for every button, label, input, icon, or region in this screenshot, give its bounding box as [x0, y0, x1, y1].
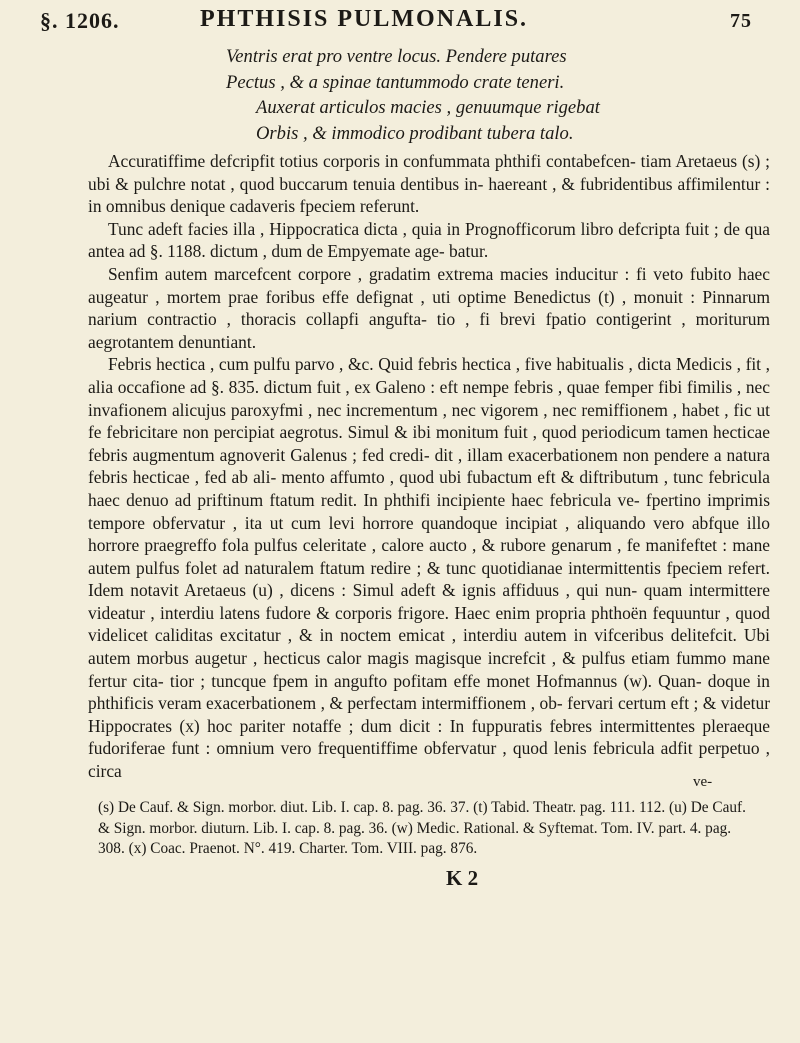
- verse-quotation: [226, 44, 766, 146]
- paragraph: Febris hectica , cum pulfu parvo , &c. Quid febris hectica , five habitualis , dicta Medicis , fit , alia occafione ad §. 835. dictum fuit , ex Galeno : eft nempe febris , quae femper fibi fimilis , nec invafionem alicujus paroxyfmi , nec incrementum , nec vigorem , nec remiffionem , habet , fic ut fe febricitare non percipiat aegrotus. Simul & ibi monitum fuit , quod periodicum tamen hecticae febris augmentum agnoverit Galenus ; fed credi- dit , illam exacerbationem non pendere a natura febris hecticae , fed ab ali- mento affumto , quod ubi fubactum eft & diftributum , tunc febricula haec denuo ad priftinum ftatum redit. In phthifi incipiente haec febricula ve- fpertino imprimis tempore obfervatur , ita ut cum levi horrore quandoque incipiat , aliquando vero abfque illo horrore praegreffo fola pulfus celeritate , calore aucto , & rubore genarum , fe manifeftet : mane autem pulfus folet ad naturalem ftatum redire ; & tunc quotidianae intermittentis fpeciem refert. Idem notavit Aretaeus (u) , dicens : Simul adeft & ignis affiduus , qui nun- quam intermittere videatur , interdiu latens fudore & corporis frigore. Haec enim propria phthoën fequuntur , quod videlicet caliditas excitatur , & in noctem emicat , interdiu autem in vifceribus delitefcit. Ubi autem morbus augetur , hecticus calor magis magisque increfcit , & pulfus etiam fummo mane fertur cita- tior ; tuncque fpem in angufto pofitam effe monet Hofmannus (w). Quan- doque in phthificis veram exacerbationem , & perfectam intermiffionem , ob- fervari certum eft ; & videtur Hippocrates (x) hoc pariter notaffe ; dum dicit : In fuppuratis febres intermittentes pleraeque fudoriferae funt : omnium vero frequentiffime obfervatur , quod lenis febricula adfit perpetuo , circa: [88, 354, 770, 782]
- running-header: [40, 6, 760, 38]
- verse-line: Pectus , & a spinae tantummodo crate teneri.: [226, 71, 565, 93]
- section-number: §. 1206.: [40, 8, 120, 33]
- paragraph: Senfim autem marcefcent corpore , gradatim extrema macies inducitur : fi veto fubito haec augeatur , mortem prae foribus effe defignat , uti optime Benedictus (t) , monuit : Pinnarum narium contractio , thoracis collapfi angufta- tio , fi brevi fpatio contigerint , moriturum aegrotantem denuntiant.: [88, 263, 770, 352]
- page-number: 75: [730, 10, 752, 32]
- verse-line: Auxerat articulos macies , genuumque rigebat: [256, 97, 600, 119]
- main-text: [88, 150, 770, 783]
- paragraph: Tunc adeft facies illa , Hippocratica dicta , quia in Prognofficorum libro defcripta fuit ; de qua antea ad §. 1188. dictum , dum de Empyemate age- batur.: [88, 218, 770, 262]
- footnotes: [98, 798, 758, 860]
- running-title: PHTHISIS PULMONALIS.: [200, 6, 529, 32]
- signature-mark: K 2: [446, 866, 479, 890]
- paragraph: Accuratiffime defcripfit totius corporis in confummata phthifi contabefcen- tiam Aretaeus (s) ; ubi & pulchre notat , quod buccarum tenuia dentibus in- haereant , & fubridentibus affimilentur : in omnibus denique cadaveris fpeciem referunt.: [88, 151, 770, 217]
- footnote-block: (s) De Cauf. & Sign. morbor. diut. Lib. I. cap. 8. pag. 36. 37. (t) Tabid. Theatr. pag. 111. 112. (u) De Cauf. & Sign. morbor. diuturn. Lib. I. cap. 8. pag. 36. (w) Medic. Rational. & Syftemat. Tom. IV. part. 4. pag. 308. (x) Coac. Praenot. N°. 419. Charter. Tom. VIII. pag. 876.: [98, 799, 746, 857]
- verse-line: Orbis , & immodico prodibant tubera talo.: [256, 122, 574, 144]
- verse-line: Ventris erat pro ventre locus. Pendere putares: [226, 46, 567, 67]
- catchword: ve-: [693, 774, 713, 790]
